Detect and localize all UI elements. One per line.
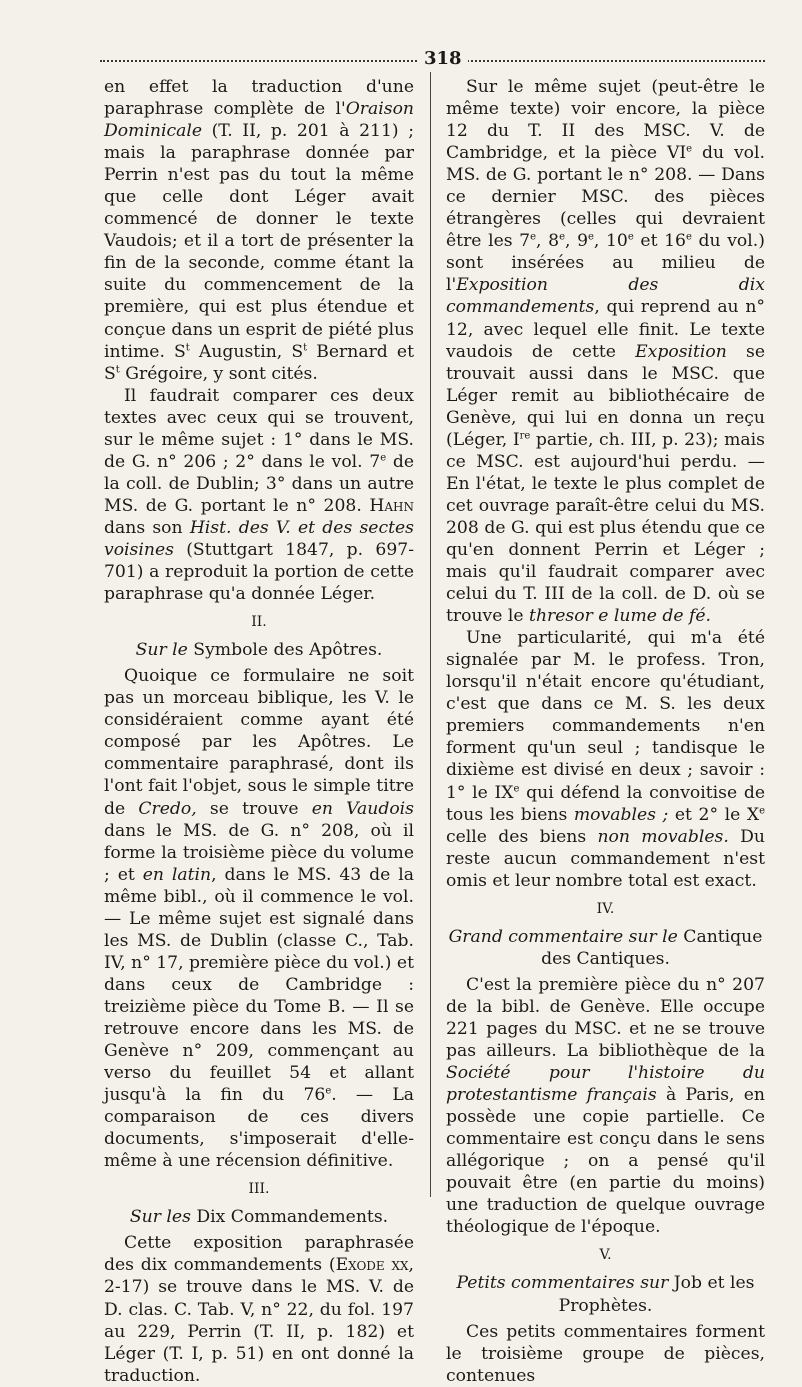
section-number-4: IV. [596,900,615,917]
section-title-5: Petits commentaires sur Job et les Prophètes. [456,1273,755,1316]
right-paragraph-4: Ces petits commentaires forment le troisième groupe de pièces, contenues [446,1321,765,1386]
section-title-3: Sur les Dix Commandements. [129,1207,389,1228]
section-title-4: Grand commentaire sur le Cantique des Cantiques. [448,926,763,969]
column-divider [430,72,431,1197]
page-number: 318 [418,48,468,69]
left-paragraph-2: Il faudrait comparer ces deux textes avec ceux qui se trouvent, sur le même sujet : 1° dans le MS. de G. n° 206 ; 2° dans le vol. 7e de la coll. de Dublin; 3° dans un autre MS. de G. portant le n° 208. Hahn dans son Hist. des V. et des sectes voisines (Stuttgart 1847, p. 697-701) a reproduit la portion de cette paraphrase qu'a donnée Léger. [104,385,414,605]
left-paragraph-1: en effet la traduction d'une paraphrase complète de l'Oraison Dominicale (T. II, p. 201 à 211) ; mais la paraphrase donnée par Perrin n'est pas du tout la même que celle dont Léger avait commencé de donner le texte Vaudois; et il a tort de présenter la fin de la seconde, comme étant la suite du commencement de la première, qui est plus étendue et conçue dans un esprit de piété plus intime. $S^t$ Augustin, $S^t$ Bernard et $S^t$ Grégoire, y sont cités. [104,77,414,384]
left-paragraph-4: Cette exposition paraphrasée des dix commandements (Exode xx, 2-17) se trouve dans le MS. V. de D. clas. C. Tab. V, n° 22, du fol. 197 au 229, Perrin (T. II, p. 182) et Léger (T. I, p. 51) en ont donné la traduction. [104,1233,414,1386]
right-paragraph-3: C'est la première pièce du n° 207 de la bibl. de Genève. Elle occupe 221 pages du MSC. et ne se trouve pas ailleurs. La bibliothèque de la Société pour l'histoire du protestantisme français à Paris, en possède une copie partielle. Ce commentaire est conçu dans le sens allégorique ; on a pensé qu'il pouvait être (en partie du moins) une traduction de quelque ouvrage théologique de l'époque. [446,974,765,1238]
right-column [446,76,766,1386]
left-column [104,76,414,1386]
section-number-2: II. [251,614,267,631]
page-header [100,48,765,72]
section-number-5: V. [599,1247,612,1264]
section-number-3: III. [248,1181,270,1198]
left-paragraph-3: Quoique ce formulaire ne soit pas un morceau biblique, les V. le considéraient comme ayant été composé par les Apôtres. Le commentaire paraphrasé, dont ils l'ont fait l'objet, sous le simple titre de Credo, se trouve en Vaudois dans le MS. de G. n° 208, où il forme la troisième pièce du volume ; et en latin, dans le MS. 43 de la même bibl., où il commence le vol. — Le même sujet est signalé dans les MS. de Dublin (classe C., Tab. IV, n° 17, première pièce du vol.) et dans ceux de Cambridge : treizième pièce du Tome B. — Il se retrouve encore dans les MS. de Genève n° 209, commençant au verso du feuillet 54 et allant jusqu'à la fin du 76e. — La comparaison de ces divers documents, s'imposerait d'elle-même à une récension définitive. [104,666,414,1172]
section-title-2: Sur le Symbole des Apôtres. [135,640,383,661]
right-paragraph-1: Sur le même sujet (peut-être le même texte) voir encore, la pièce 12 du T. II des MSC. V. de Cambridge, et la pièce VIe du vol. MS. de G. portant le n° 208. — Dans ce dernier MSC. des pièces étrangères (celles qui devraient être les 7e, 8e, 9e, 10e et 16e du vol.) sont insérées au milieu de l'Exposition des dix commandements, qui reprend au n° 12, avec lequel elle finit. Le texte vaudois de cette Exposition se trouvait aussi dans le MSC. que Léger remit au bibliothécaire de Genève, qui lui en donna un reçu (Léger, Ire partie, ch. III, p. 23); mais ce MSC. est aujourd'hui perdu. — En l'état, le texte le plus complet de cet ouvrage paraît-être celui du MS. 208 de G. qui est plus étendu que ce qu'en donnent Perrin et Léger ; mais qu'il faudrait comparer avec celui du T. III de la coll. de D. où se trouve le thresor e lume de fé. [446,77,765,627]
right-paragraph-2: Une particularité, qui m'a été signalée par M. le profess. Tron, lorsqu'il n'était encore qu'étudiant, c'est que dans ce M. S. les deux premiers commandements n'en forment qu'un seul ; tandisque le dixième est divisé en deux ; savoir : 1° le IXe qui défend la convoitise de tous les biens movables ; et 2° le Xe celle des biens non movables. Du reste aucun commandement n'est omis et leur nombre total est exact. [446,628,766,891]
